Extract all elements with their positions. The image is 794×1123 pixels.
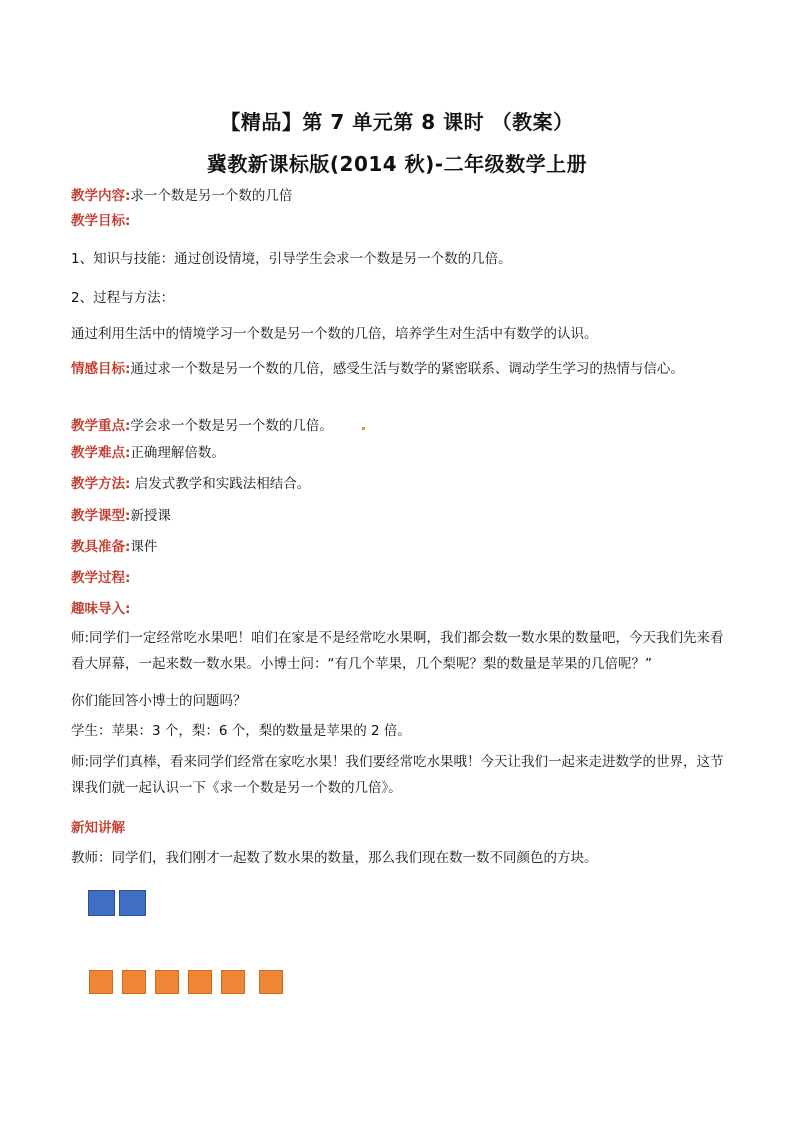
difficulty xyxy=(71,443,225,463)
orange-square xyxy=(155,970,179,994)
teacher-paragraph-3: 教师：同学们，我们刚才一起数了数水果的数量，那么我们现在数一数不同颜色的方块。 xyxy=(71,850,598,866)
lesson-type-text: 新授课 xyxy=(130,508,171,524)
teacher-paragraph-1b: 你们能回答小博士的问题吗？ xyxy=(71,693,247,709)
key-point-text: 学会求一个数是另一个数的几倍。 xyxy=(130,418,333,434)
document-title: 【精品】第 7 单元第 8 课时 （教案） xyxy=(220,110,574,134)
orange-square xyxy=(122,970,146,994)
teaching-content xyxy=(71,186,292,206)
teaching-process xyxy=(71,568,130,588)
teaching-process-label: 教学过程: xyxy=(71,570,131,586)
teaching-method-text: 启发式教学和实践法相结合。 xyxy=(130,476,311,492)
goal-process: 2、过程与方法： xyxy=(71,290,175,306)
new-knowledge-label: 新知讲解 xyxy=(71,820,125,836)
teaching-content-text: 求一个数是另一个数的几倍 xyxy=(130,188,293,204)
fun-intro-label: 趣味导入: xyxy=(71,601,131,617)
goal-knowledge: 1、知识与技能：通过创设情境，引导学生会求一个数是另一个数的几倍。 xyxy=(71,251,512,267)
orange-square xyxy=(89,970,113,994)
lesson-type xyxy=(71,506,171,526)
key-point xyxy=(71,416,333,436)
teaching-content-label: 教学内容: xyxy=(71,188,131,204)
stray-mark xyxy=(362,427,365,430)
new-knowledge xyxy=(71,818,125,838)
teaching-method xyxy=(71,474,310,494)
student-answer: 学生：苹果：3 个，梨：6 个，梨的数量是苹果的 2 倍。 xyxy=(71,723,411,739)
blue-square xyxy=(88,890,115,916)
fun-intro xyxy=(71,599,130,619)
teaching-tools-label: 教具准备: xyxy=(71,539,131,555)
teacher-paragraph-1: 师:同学们一定经常吃水果吧！咱们在家是不是经常吃水果啊，我们都会数一数水果的数量吧，今天我们先来看看大屏幕，一起来数一数水果。小博士问：“有几个苹果，几个梨呢？梨的数量是苹果的几倍呢？” xyxy=(71,630,724,672)
document-subtitle: 冀教新课标版(2014 秋)-二年级数学上册 xyxy=(206,152,588,176)
orange-square xyxy=(259,970,283,994)
blue-square xyxy=(119,890,146,916)
goal-process-text: 通过利用生活中的情境学习一个数是另一个数的几倍，培养学生对生活中有数学的认识。 xyxy=(71,326,598,342)
emotion-goal xyxy=(71,359,723,380)
key-point-label: 教学重点: xyxy=(71,418,131,434)
lesson-type-label: 教学课型: xyxy=(71,508,131,524)
emotion-goal-label: 情感目标: xyxy=(71,361,131,377)
difficulty-label: 教学难点: xyxy=(71,445,131,461)
teaching-goals-label: 教学目标: xyxy=(71,213,131,229)
teacher-paragraph-2: 师:同学们真棒，看来同学们经常在家吃水果！我们要经常吃水果哦！今天让我们一起来走进数学的世界，这节课我们就一起认识一下《求一个数是另一个数的几倍》。 xyxy=(71,754,724,796)
teaching-tools xyxy=(71,537,157,557)
difficulty-text: 正确理解倍数。 xyxy=(130,445,225,461)
teaching-tools-text: 课件 xyxy=(130,539,158,555)
emotion-goal-text: 通过求一个数是另一个数的几倍，感受生活与数学的紧密联系、调动学生学习的热情与信心。 xyxy=(130,361,684,377)
orange-square xyxy=(221,970,245,994)
teaching-goals xyxy=(71,211,130,231)
orange-square xyxy=(188,970,212,994)
teaching-method-label: 教学方法: xyxy=(71,476,131,492)
